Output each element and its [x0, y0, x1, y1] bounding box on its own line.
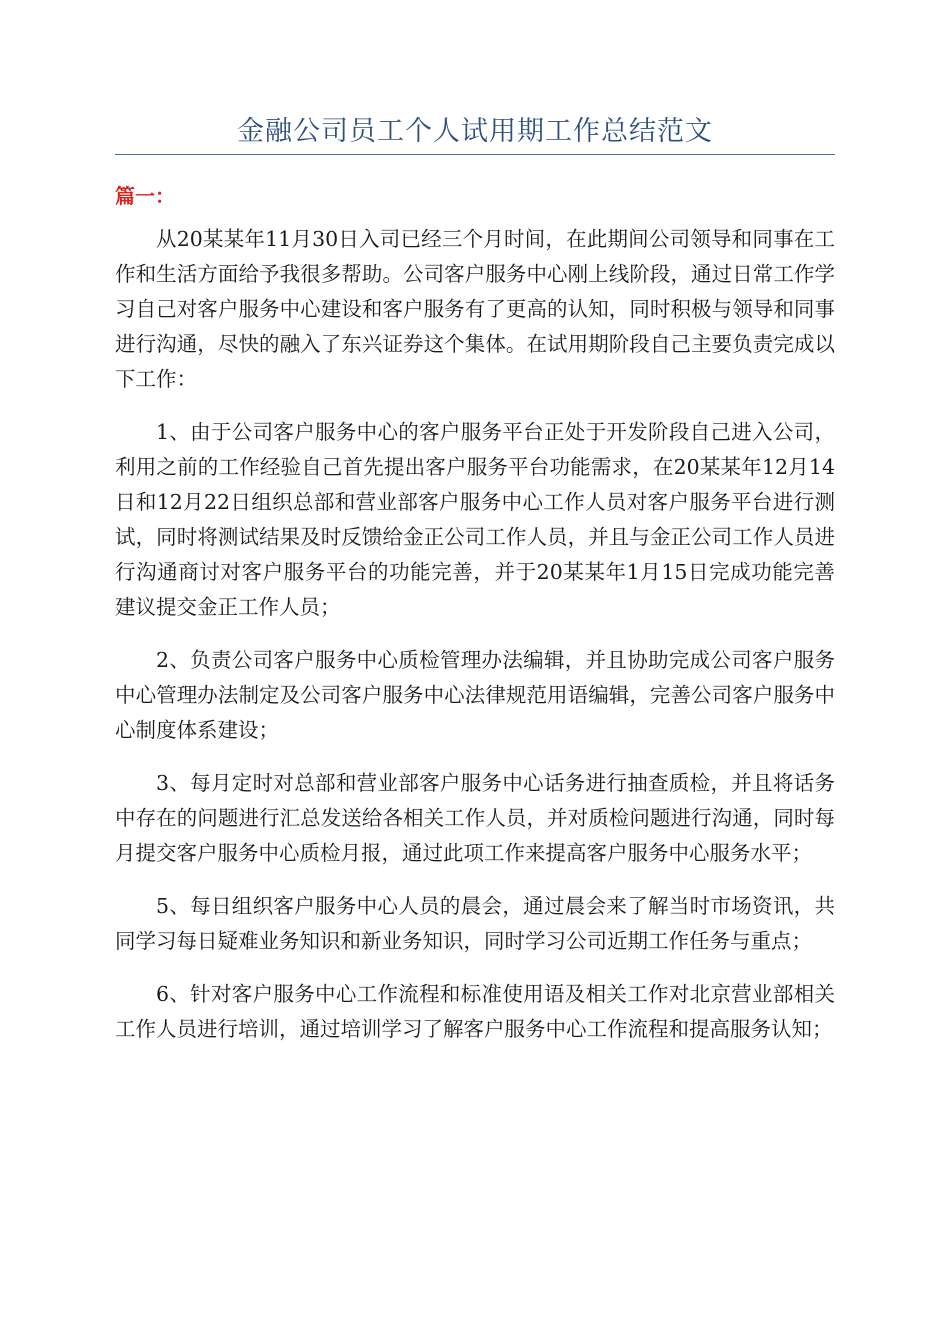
- paragraph-intro: 从20某某年11月30日入司已经三个月时间，在此期间公司领导和同事在工作和生活方面给予我很多帮助。公司客户服务中心刚上线阶段，通过日常工作学习自己对客户服务中心建设和客户服务有了更高的认知，同时积极与领导和同事进行沟通，尽快的融入了东兴证券这个集体。在试用期阶段自己主要负责完成以下工作：: [115, 227, 835, 391]
- document-body: [115, 222, 835, 1065]
- paragraph-item-5: 5、每日组织客户服务中心人员的晨会，通过晨会来了解当时市场资讯，共同学习每日疑难业务知识和新业务知识，同时学习公司近期工作任务与重点；: [115, 894, 835, 953]
- paragraph-item-3: 3、每月定时对总部和营业部客户服务中心话务进行抽查质检，并且将话务中存在的问题进行汇总发送给各相关工作人员，并对质检问题进行沟通，同时每月提交客户服务中心质检月报，通过此项工作来提高客户服务中心服务水平；: [115, 771, 835, 865]
- paragraph-item-2: 2、负责公司客户服务中心质检管理办法编辑，并且协助完成公司客户服务中心管理办法制定及公司客户服务中心法律规范用语编辑，完善公司客户服务中心制度体系建设；: [115, 648, 835, 742]
- document-title: 金融公司员工个人试用期工作总结范文: [237, 116, 713, 147]
- title-underline: [115, 154, 835, 155]
- paragraph-item-1: 1、由于公司客户服务中心的客户服务平台正处于开发阶段自己进入公司，利用之前的工作经验自己首先提出客户服务平台功能需求，在20某某年12月14日和12月22日组织总部和营业部客户服务中心工作人员对客户服务平台进行测试，同时将测试结果及时反馈给金正公司工作人员，并且与金正公司工作人员进行沟通商讨对客户服务平台的功能完善，并于20某某年1月15日完成功能完善建议提交金正工作人员；: [115, 420, 835, 619]
- section-heading: 篇一：: [115, 184, 175, 208]
- paragraph-item-6: 6、针对客户服务中心工作流程和标准使用语及相关工作对北京营业部相关工作人员进行培训，通过培训学习了解客户服务中心工作流程和提高服务认知；: [115, 982, 835, 1041]
